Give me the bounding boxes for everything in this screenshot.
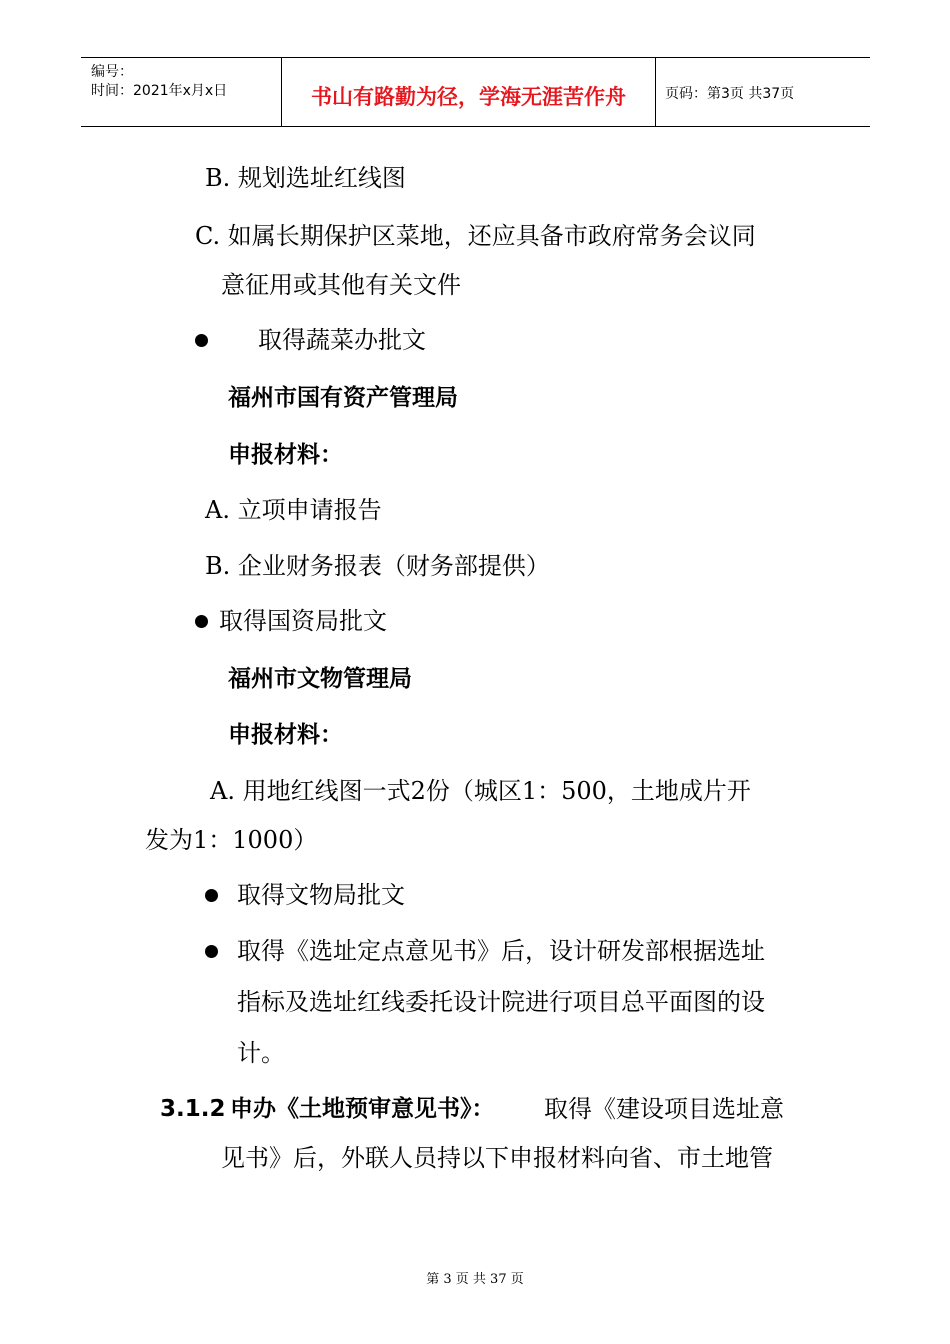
bullet-icon [195,334,208,347]
item-a-land-map-line2: 发为1：1000） [145,826,318,854]
item-c-line2: 意征用或其他有关文件 [221,271,461,299]
heading-state-assets-bureau: 福州市国有资产管理局 [228,385,458,411]
motto-text: 书山有路勤为径，学海无涯苦作舟 [311,85,626,109]
bullet-assets-approval: 取得国资局批文 [219,607,387,635]
header-page-label: 页码：第3页 共37页 [665,86,795,102]
item-b-financial-report: B. 企业财务报表（财务部提供） [205,552,550,580]
bullet-vegetable-office: 取得蔬菜办批文 [258,326,426,354]
bullet-icon [195,615,208,628]
header-page-cell [655,58,870,126]
section-text-line1: 取得《建设项目选址意 [544,1095,784,1123]
item-a-land-map-line1: A. 用地红线图一式2份（城区1：500，土地成片开 [210,777,751,805]
bullet-site-opinion-line2: 指标及选址红线委托设计院进行项目总平面图的设 [237,988,765,1016]
bullet-icon [205,889,218,902]
section-number: 3.1.2 [160,1096,226,1122]
header-motto-cell [281,58,656,126]
section-text-line2: 见书》后，外联人员持以下申报材料向省、市土地管 [221,1144,773,1172]
bullet-site-opinion-line1: 取得《选址定点意见书》后，设计研发部根据选址 [237,937,765,965]
materials-label: 申报材料： [228,442,343,468]
bullet-relics-approval: 取得文物局批文 [237,881,405,909]
bullet-icon [205,945,218,958]
serial-label: 编号： [91,64,133,80]
header-info-cell [81,58,281,126]
page-header [81,57,870,127]
materials-label: 申报材料： [228,722,343,748]
item-c-line1: C. 如属长期保护区菜地，还应具备市政府常务会议同 [195,222,756,250]
date-label: 时间：2021年x月x日 [91,83,228,99]
bullet-site-opinion-line3: 计。 [237,1039,285,1067]
page-footer: 第 3 页 共 37 页 [426,1272,524,1287]
item-a-project-report: A. 立项申请报告 [205,496,382,524]
section-title: 申办《土地预审意见书》： [230,1096,495,1122]
item-b-redline-map: B. 规划选址红线图 [205,164,406,192]
heading-cultural-relics-bureau: 福州市文物管理局 [228,666,412,692]
